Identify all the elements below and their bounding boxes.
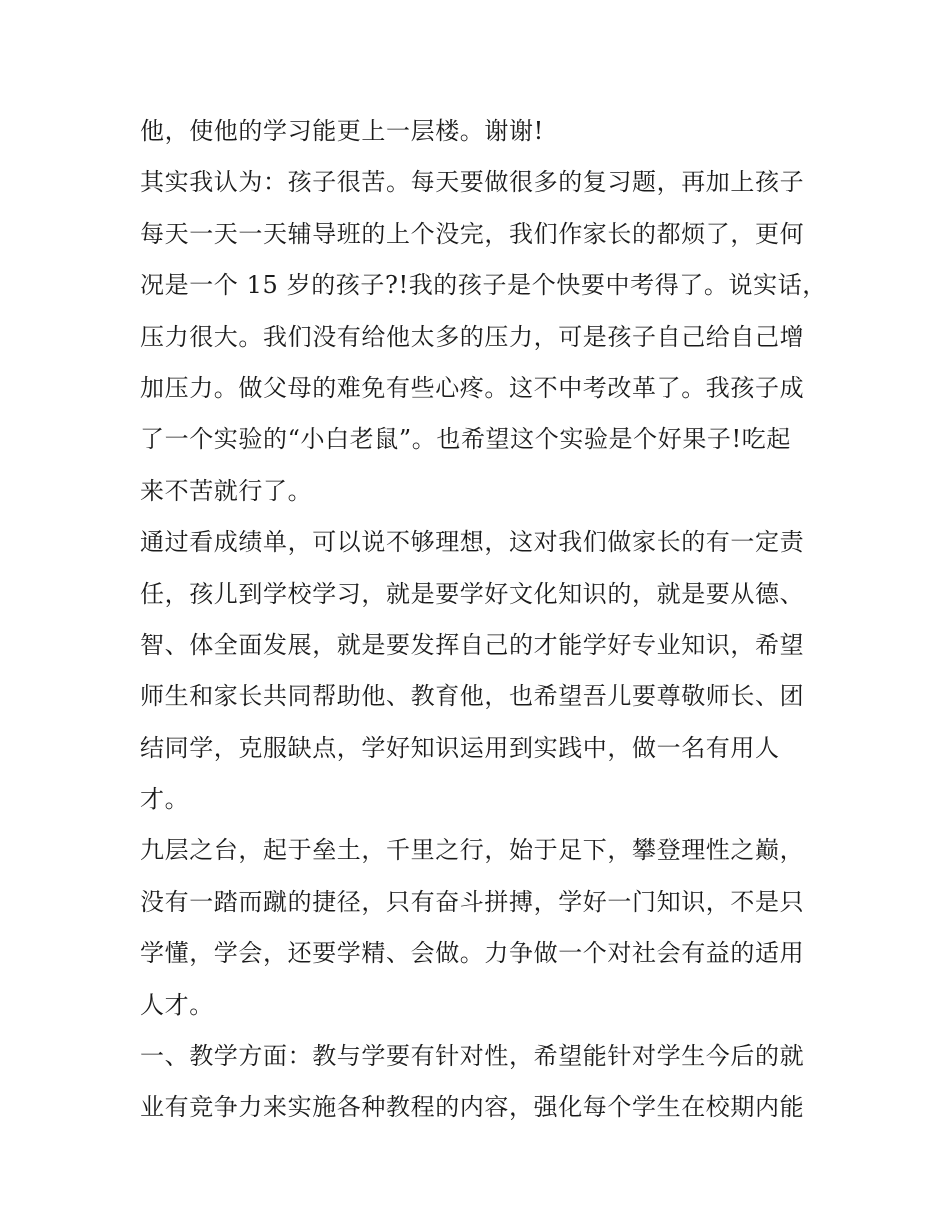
text-line: 压力很大。我们没有给他太多的压力，可是孩子自己给自己增 [140,322,805,351]
text-line: 来不苦就行了。 [140,476,313,505]
text-line: 结同学，克服缺点，学好知识运用到实践中，做一名有用人 [140,733,780,762]
text-line: 任，孩儿到学校学习，就是要学好文化知识的，就是要从德、 [140,579,805,608]
text-line: 其实我认为：孩子很苦。每天要做很多的复习题，再加上孩子 [140,168,805,197]
text-line: 智、体全面发展，就是要发挥自己的才能学好专业知识，希望 [140,630,805,659]
document-body [140,106,827,1134]
text-line: 人才。 [140,990,214,1019]
text-line: 师生和家长共同帮助他、教育他，也希望吾儿要尊敬师长、团 [140,682,805,711]
text-line: 况是一个 15 岁的孩子?!我的孩子是个快要中考得了。说实话， [140,271,827,300]
text-line: 九层之台，起于垒土，千里之行，始于足下，攀登理性之巅， [140,836,805,865]
text-line: 通过看成绩单，可以说不够理想，这对我们做家长的有一定责 [140,528,805,557]
text-line: 学懂，学会，还要学精、会做。力争做一个对社会有益的适用 [140,939,805,968]
text-line: 才。 [140,785,190,814]
text-line: 每天一天一天辅导班的上个没完，我们作家长的都烦了，更何 [140,219,805,248]
text-line: 没有一踏而蹴的捷径，只有奋斗拼搏，学好一门知识，不是只 [140,887,805,916]
text-line: 业有竞争力来实施各种教程的内容，强化每个学生在校期内能 [140,1093,805,1122]
text-line: 他，使他的学习能更上一层楼。谢谢! [140,117,544,145]
text-line: 加压力。做父母的难免有些心疼。这不中考改革了。我孩子成 [140,373,805,402]
text-line: 一、教学方面：教与学要有针对性，希望能针对学生今后的就 [140,1042,805,1071]
text-line: 了一个实验的“小白老鼠”。也希望这个实验是个好果子!吃起 [140,425,791,454]
